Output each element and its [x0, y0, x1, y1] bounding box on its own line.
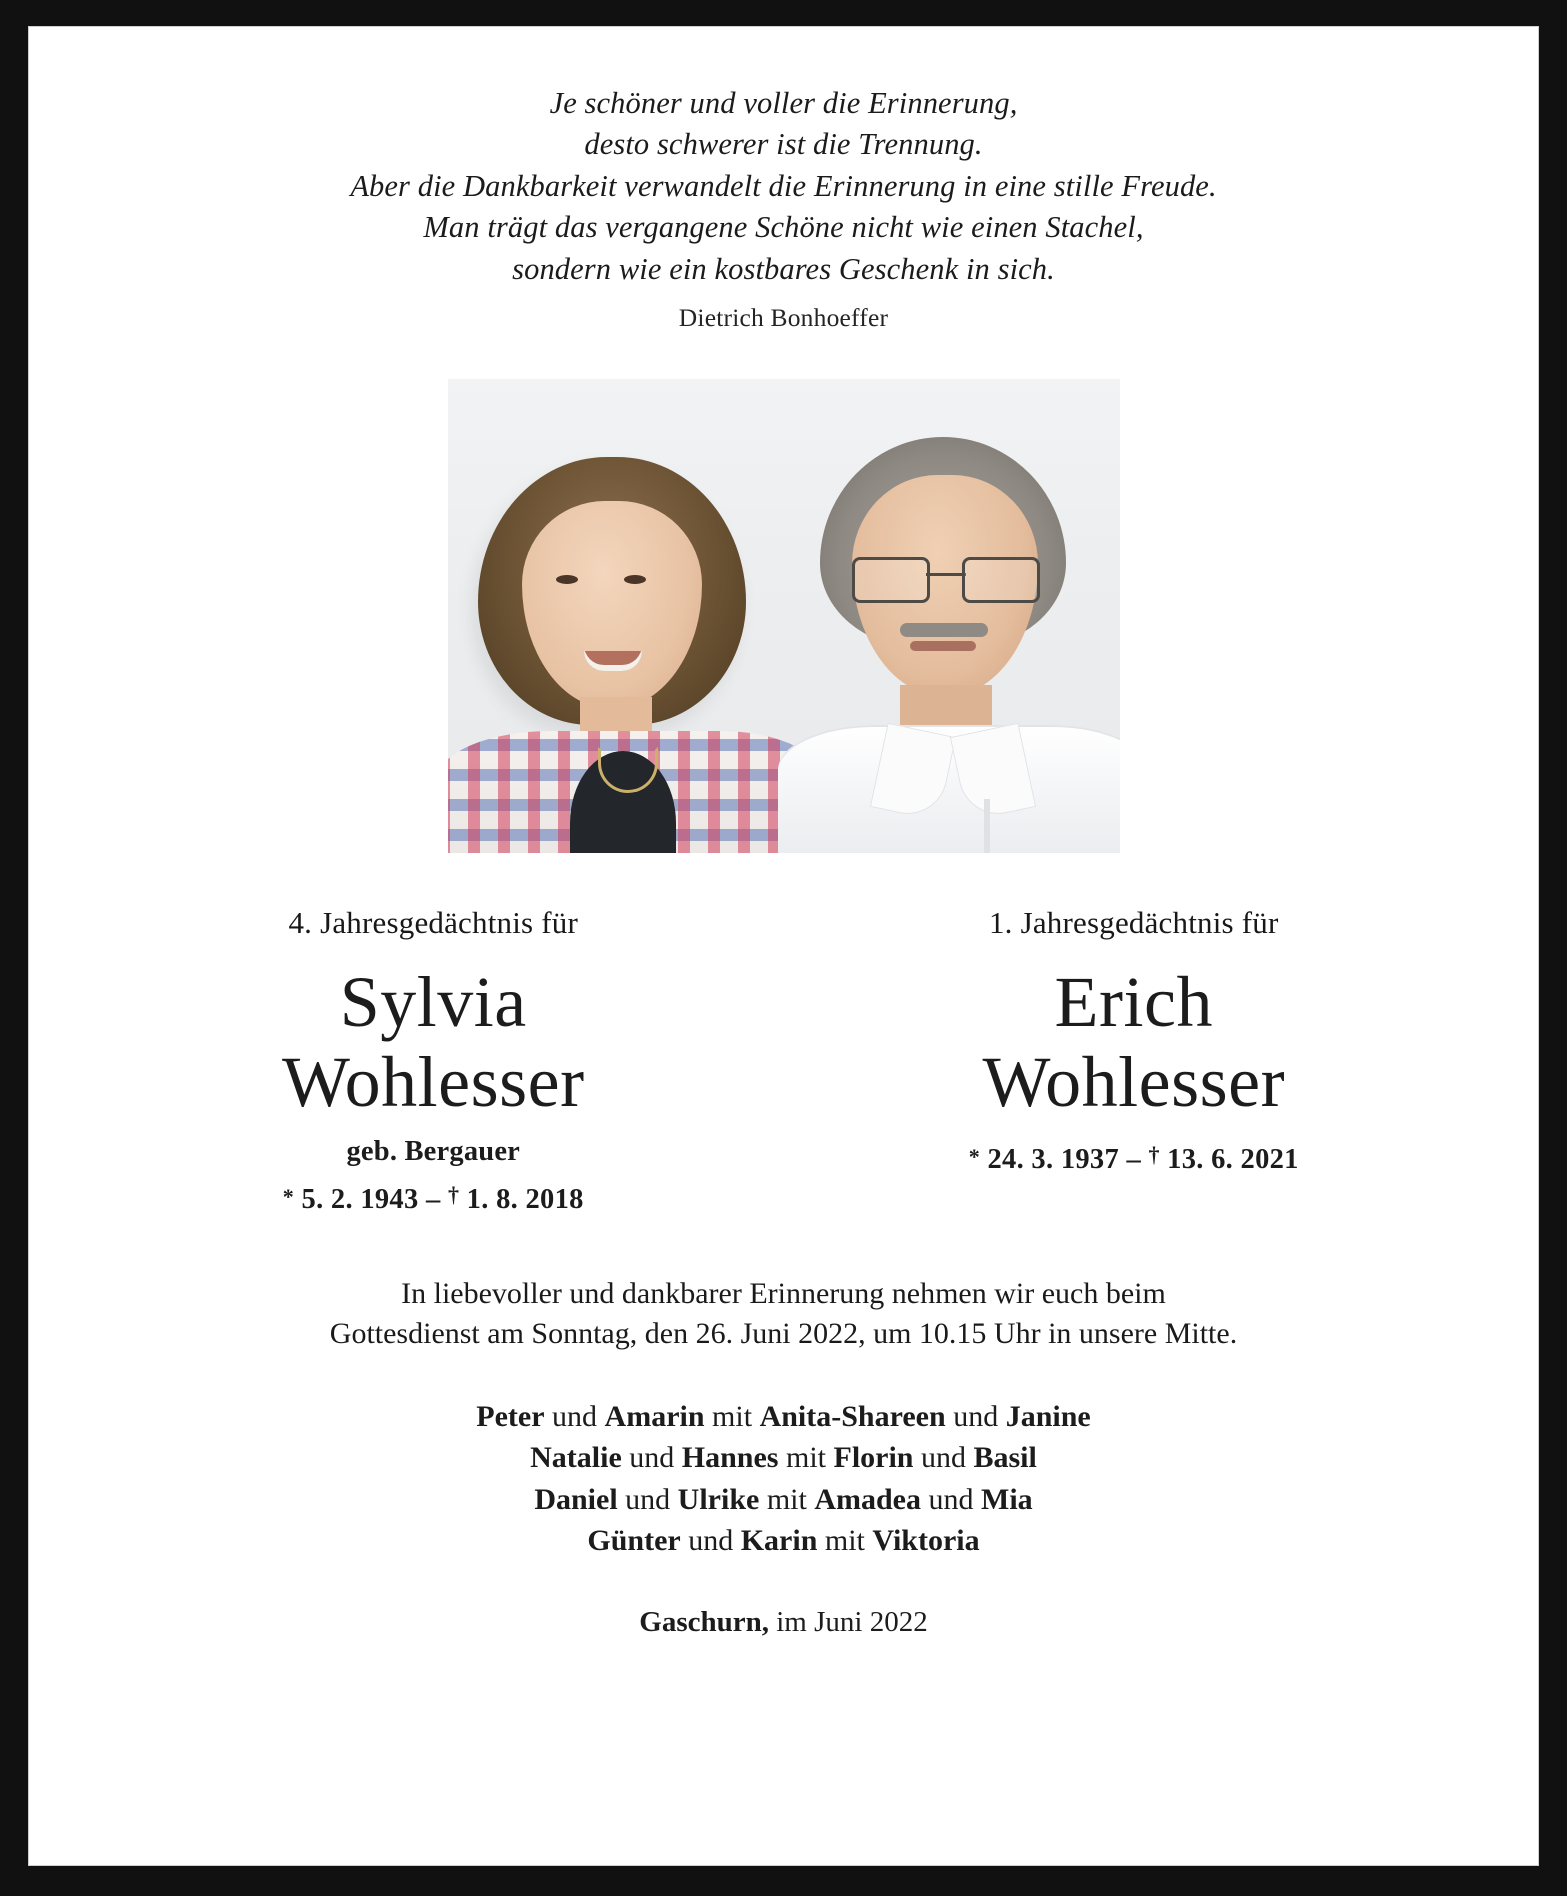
family-row-1: Peter und Amarin mit Anita-Shareen und Janine [476, 1400, 1091, 1434]
place-date: im Juni 2022 [776, 1605, 928, 1638]
man-moustache-shape [900, 623, 988, 637]
quote-line-1: Je schöner und voller die Erinnerung, [549, 86, 1018, 120]
family-row-3: Daniel und Ulrike mit Amadea und Mia [534, 1482, 1033, 1516]
life-dates-sylvia: * 5. 2. 1943 – † 1. 8. 2018 [282, 1181, 584, 1215]
last-name-erich: Wohlesser [982, 1041, 1286, 1122]
life-dates-erich: * 24. 3. 1937 – † 13. 6. 2021 [968, 1141, 1299, 1175]
man-shirt-placket-shape [984, 799, 990, 853]
quote-line-4: Man trägt das vergangene Schöne nicht wie einen Stachel, [423, 210, 1144, 245]
quote-line-2: desto schwerer ist die Trennung. [584, 127, 983, 162]
quote-line-3: Aber die Dankbarkeit verwandelt die Erinnerung in eine stille Freude. [350, 168, 1217, 203]
portrait-photo-image [448, 379, 1120, 853]
man-mouth-shape [910, 641, 976, 651]
last-name-sylvia: Wohlesser [281, 1041, 585, 1122]
family-list [476, 1396, 1090, 1562]
obituary-card [28, 26, 1539, 1866]
maiden-name-sylvia: geb. Bergauer [346, 1135, 521, 1167]
anniversary-label-sylvia: 4. Jahresgedächtnis für [288, 905, 579, 941]
family-row-4: Günter und Karin mit Viktoria [587, 1524, 980, 1558]
service-line-2: Gottesdienst am Sonntag, den 26. Juni 2022, um 10.15 Uhr in unsere Mitte. [329, 1316, 1238, 1350]
first-name-sylvia: Sylvia [339, 962, 527, 1043]
portrait-photo [448, 379, 1120, 853]
quote-line-5: sondern wie ein kostbares Geschenk in sich. [512, 251, 1055, 286]
glasses-right-lens [962, 557, 1040, 603]
glasses-icon [846, 557, 1046, 599]
quote-author: Dietrich Bonhoeffer [678, 303, 889, 333]
persons-section [99, 905, 1468, 1215]
service-announcement [330, 1274, 1237, 1354]
person-erich [784, 905, 1469, 1175]
anniversary-label-erich: 1. Jahresgedächtnis für [988, 905, 1279, 941]
person-sylvia [99, 905, 784, 1215]
place-and-date [639, 1606, 927, 1639]
family-row-2: Natalie und Hannes mit Florin und Basil [530, 1441, 1037, 1475]
memorial-quote [350, 83, 1216, 290]
first-name-erich: Erich [1054, 962, 1213, 1043]
glasses-bridge [926, 573, 966, 576]
glasses-left-lens [852, 557, 930, 603]
service-line-1: In liebevoller und dankbarer Erinnerung nehmen wir euch beim [401, 1276, 1166, 1310]
place-town: Gaschurn, [639, 1605, 769, 1638]
